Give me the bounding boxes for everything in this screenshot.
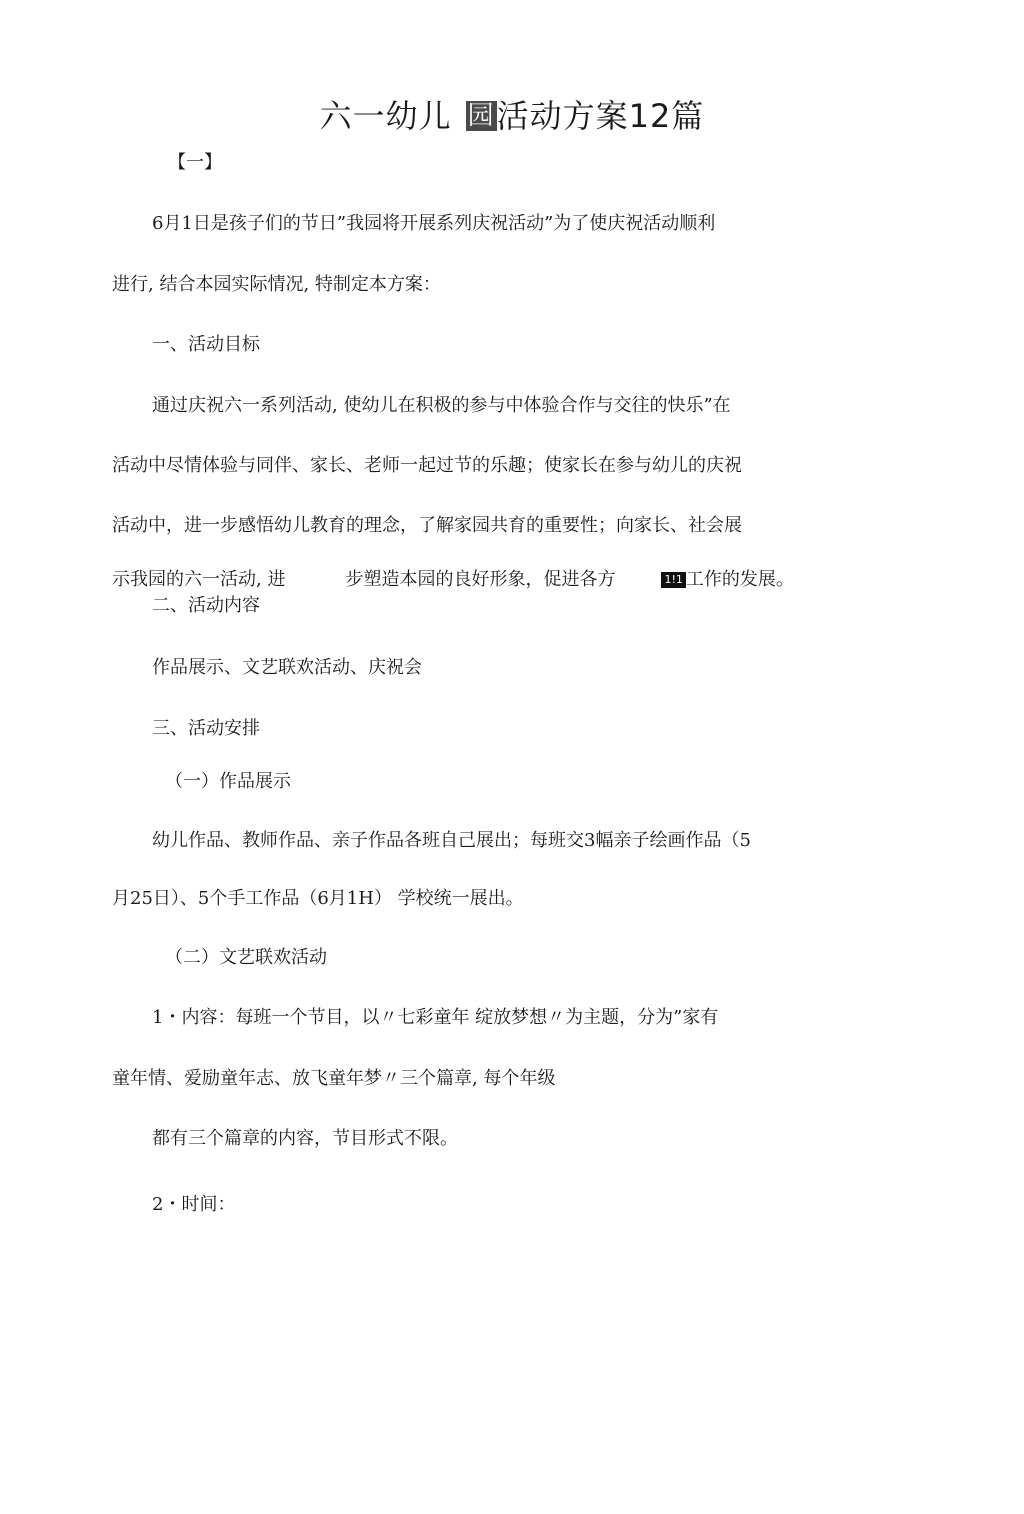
subheading-works-display: （一）作品展示 — [165, 771, 291, 792]
goals-line-4 — [112, 568, 794, 592]
heading-content: 二、活动内容 — [152, 595, 260, 616]
heading-goals: 一、活动目标 — [152, 334, 260, 355]
intro-line-2: 进行, 结合本园实际情况, 特制定本方案： — [112, 274, 441, 295]
document-title — [0, 94, 1024, 138]
item1-line-2: 童年情、爱励童年志、放飞童年梦〃三个篇章, 每个年级 — [112, 1068, 556, 1089]
subheading-art-performance: （二）文艺联欢活动 — [165, 947, 327, 968]
title-part-1: 六一幼儿 — [319, 97, 452, 135]
goals-line-4-part-b: 步塑造本园的良好形象，促进各方 — [345, 569, 616, 590]
goals-line-1: 通过庆祝六一系列活动, 使幼儿在积极的参与中体验合作与交往的快乐”在 — [152, 395, 731, 416]
goals-line-4-part-a: 示我园的六一活动, 进 — [112, 569, 286, 590]
item1-line-3: 都有三个篇章的内容，节目形式不限。 — [152, 1128, 458, 1149]
title-part-2: 活动方案12篇 — [496, 97, 705, 135]
title-highlighted-char: 园 — [467, 101, 495, 131]
item2-line: 2・时间： — [152, 1194, 236, 1215]
heading-arrangement: 三、活动安排 — [152, 718, 260, 739]
works-line-2: 月25日）、5个手工作品（6月1H） 学校统一展出。 — [112, 888, 524, 909]
item1-line-1: 1・内容：每班一个节目，以〃七彩童年 绽放梦想〃为主题，分为”家有 — [152, 1007, 719, 1028]
scan-artifact-mark: 1!1 — [661, 572, 685, 588]
goals-line-2: 活动中尽情体验与同伴、家长、老师一起过节的乐趣；使家长在参与幼儿的庆祝 — [112, 455, 742, 476]
works-line-1: 幼儿作品、教师作品、亲子作品各班自己展出；每班交3幅亲子绘画作品（5 — [152, 830, 751, 851]
intro-line-1: 6月1日是孩子们的节日”我园将开展系列庆祝活动”为了使庆祝活动顺利 — [152, 213, 716, 234]
section-label: 【一】 — [168, 152, 222, 173]
goals-line-3: 活动中，进一步感悟幼儿教育的理念，了解家园共育的重要性；向家长、社会展 — [112, 515, 742, 536]
content-line: 作品展示、文艺联欢活动、庆祝会 — [152, 657, 422, 678]
goals-line-4-part-c: 工作的发展。 — [685, 569, 794, 590]
